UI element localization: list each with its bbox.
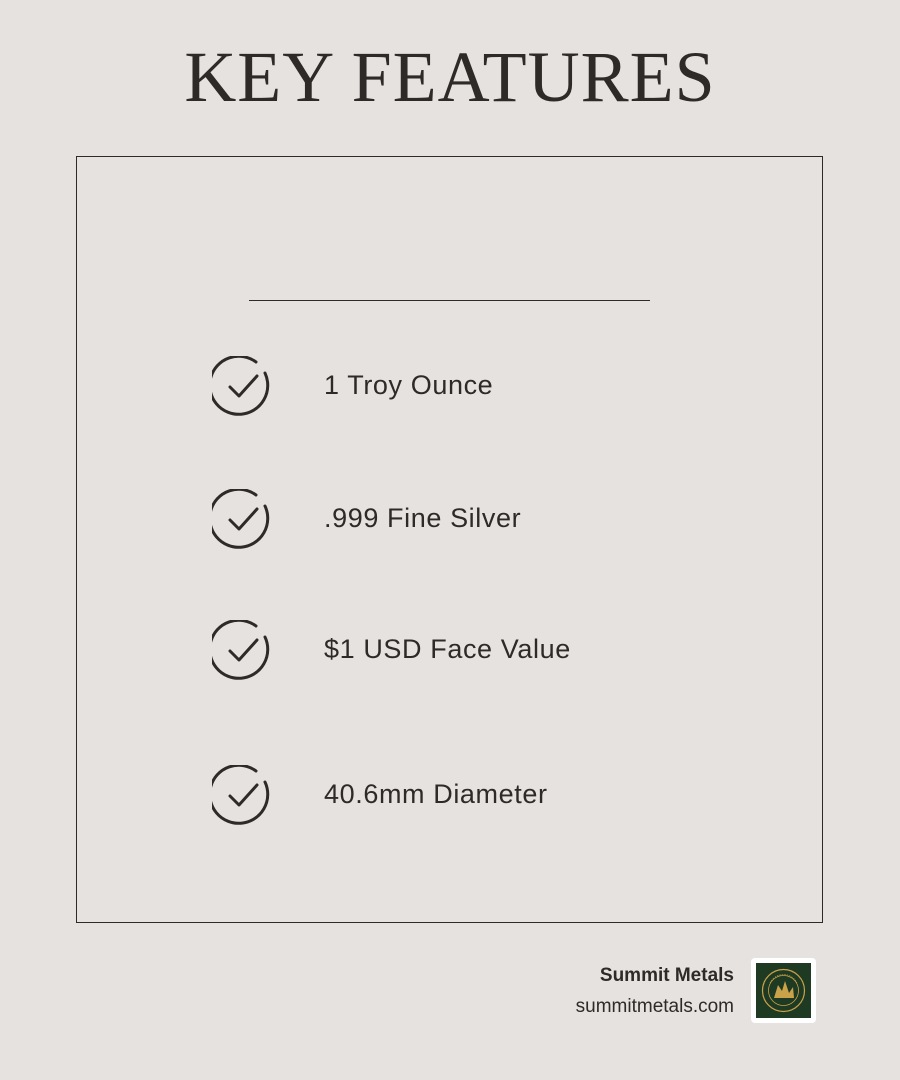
check-circle-icon — [212, 356, 274, 418]
feature-item — [212, 620, 712, 684]
panel-divider — [249, 300, 650, 301]
page-title: KEY FEATURES — [184, 37, 716, 117]
brand-name: Summit Metals — [599, 965, 734, 986]
feature-label: 40.6mm Diameter — [324, 779, 548, 809]
brand-logo — [751, 958, 816, 1023]
website-link[interactable]: summitmetals.com — [575, 996, 734, 1017]
feature-item — [212, 489, 712, 553]
check-circle-icon — [212, 620, 274, 682]
feature-label: $1 USD Face Value — [324, 634, 571, 664]
logo-icon — [756, 963, 811, 1018]
feature-label: .999 Fine Silver — [324, 503, 522, 533]
feature-item — [212, 356, 712, 420]
check-circle-icon — [212, 765, 274, 827]
feature-item — [212, 765, 712, 829]
check-circle-icon — [212, 489, 274, 551]
feature-label: 1 Troy Ounce — [324, 370, 494, 400]
